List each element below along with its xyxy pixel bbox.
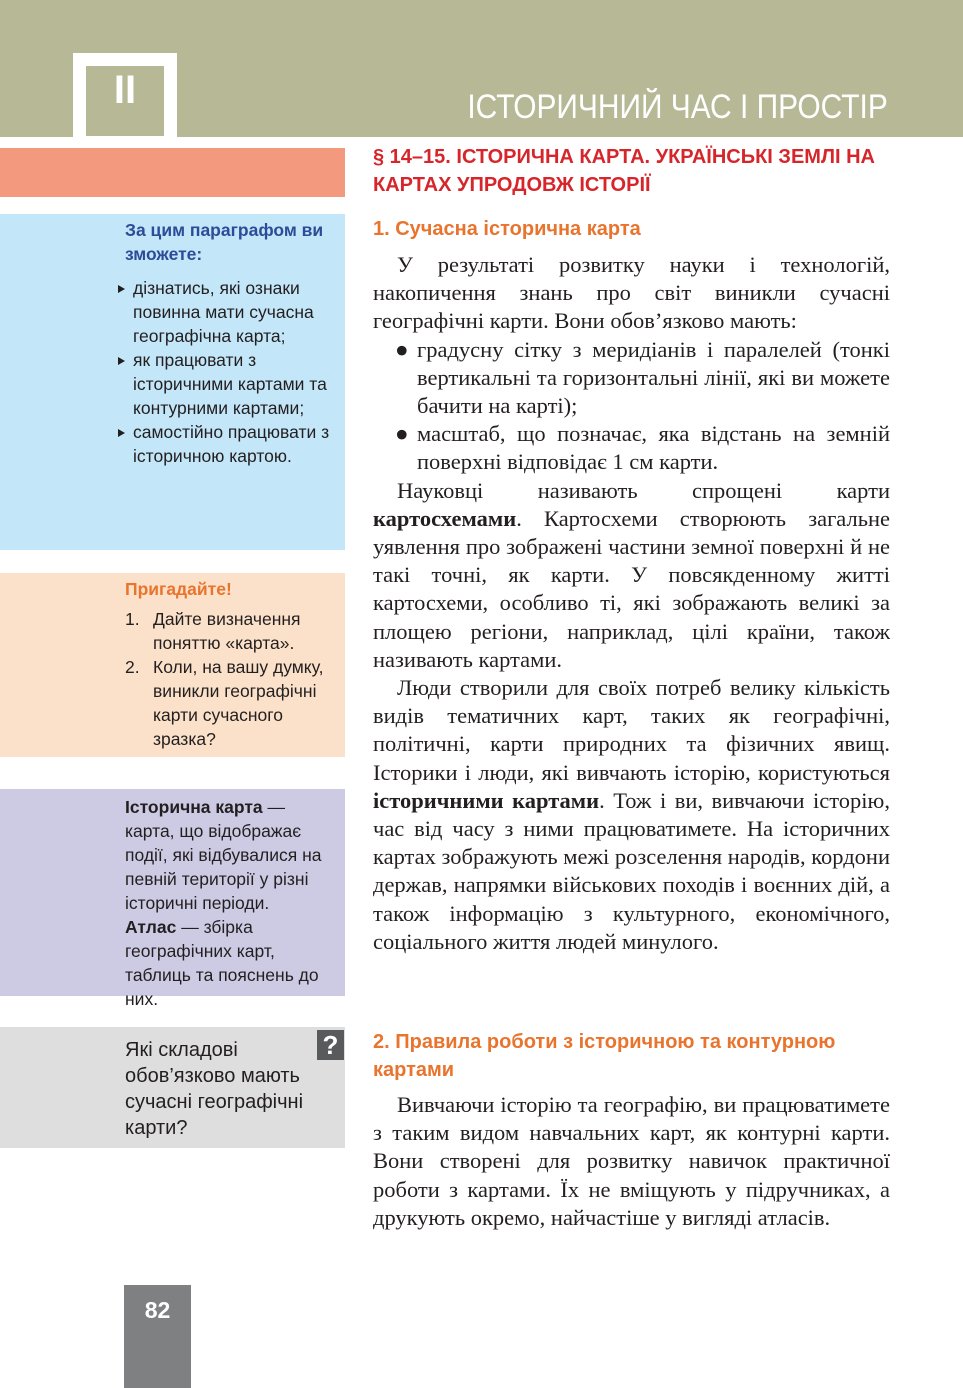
triangle-bullet-icon bbox=[118, 285, 125, 293]
recall-item-number: 2. bbox=[125, 657, 140, 677]
glossary-definition: — збірка географічних карт, таблиць та пояснень до них. bbox=[125, 917, 319, 1009]
paragraph-text: . Картосхеми створюють загальне уявлення про зображені частини земної поверхні й не такі точні, як карти. У повсякденному житті картосхеми, особливо ті, які зображають великі за площею регіони, наприклад, цілі країни, також називають картами. bbox=[373, 505, 890, 672]
paragraph-title: § 14–15. ІСТОРИЧНА КАРТА. УКРАЇНСЬКІ ЗЕМЛІ НА КАРТАХ УПРОДОВЖ ІСТОРІЇ bbox=[373, 146, 875, 196]
goals-heading: За цим параграфом ви зможете: bbox=[125, 220, 324, 264]
recall-item-text: Коли, на вашу думку, виникли географічні карти сучасного зразка? bbox=[153, 657, 324, 749]
bullet-dot-icon: ● bbox=[395, 336, 409, 362]
map-features-list bbox=[373, 336, 890, 477]
paragraph-text: . Тож і ви, вивчаючи історію, час від часу з ними працюватимете. На історичних картах зображують межі розселення народів, кордони держав, напрямки військових походів і воєнних дій, а також інформацію з культурного, економічного, соціального життя людей минулого. bbox=[373, 787, 890, 954]
goal-item-text: самостійно працювати з історичною картою. bbox=[133, 422, 330, 466]
key-term: картосхемами bbox=[373, 505, 517, 531]
goals-list bbox=[125, 276, 337, 468]
glossary-definition: — карта, що відображає події, які відбувалися на певній території у різні історичні періоди. bbox=[125, 797, 322, 913]
paragraph-marker-strip bbox=[0, 148, 345, 197]
goal-item bbox=[111, 420, 337, 468]
goal-item-text: дізнатись, які ознаки повинна мати сучасна географічна карта; bbox=[133, 278, 314, 346]
key-term: історичними картами bbox=[373, 787, 600, 813]
question-box bbox=[0, 1027, 345, 1148]
goals-box bbox=[0, 214, 345, 550]
map-feature-item bbox=[373, 420, 890, 476]
section-numeral: II bbox=[86, 66, 164, 136]
recall-item bbox=[125, 655, 337, 751]
recall-list bbox=[125, 607, 337, 751]
section-1-heading: 1. Сучасна історична карта bbox=[373, 218, 641, 240]
recall-item bbox=[125, 607, 337, 655]
section-2-paragraph: Вивчаючи історію та географію, ви працюватимете з таким видом навчальних карт, як контурні карти. Вони створені для розвитку навичок практичної роботи з картами. Їх не вміщують у підручниках, а друкують окремо, найчастіше у вигляді атласів. bbox=[373, 1092, 890, 1230]
goal-item bbox=[111, 276, 337, 348]
section-1-paragraph bbox=[373, 477, 890, 674]
glossary-term: Історична карта bbox=[125, 797, 263, 817]
paragraph-text: Люди створили для своїх потреб велику кількість видів тематичних карт, таких як географічні, політичні, карти природних та фізичних явищ. Історики і люди, які вивчають історію, користуються bbox=[373, 675, 890, 785]
section-1-paragraph: У результаті розвитку науки і технологій, накопичення знань про світ виникли сучасні географічні карти. Вони обов’язково мають: bbox=[373, 252, 890, 334]
question-mark-icon: ? bbox=[317, 1030, 344, 1060]
glossary-term: Атлас bbox=[125, 917, 177, 937]
recall-box bbox=[0, 573, 345, 757]
glossary-entry-atlas bbox=[125, 915, 337, 1011]
section-2-body bbox=[373, 1091, 890, 1232]
map-feature-text: градусну сітку з меридіанів і паралелей (тонкі вертикальні та горизонтальні лінії, які ви можете бачити на карті); bbox=[417, 336, 890, 419]
map-feature-text: масштаб, що позначає, яка відстань на земній поверхні відповідає 1 см карти. bbox=[417, 421, 890, 475]
section-1-body bbox=[373, 251, 890, 956]
glossary-entry-historical-map bbox=[125, 795, 337, 915]
recall-item-number: 1. bbox=[125, 609, 140, 629]
question-text: Які складові обов’язково мають сучасні географічні карти? bbox=[125, 1039, 304, 1139]
map-feature-item bbox=[373, 336, 890, 421]
triangle-bullet-icon bbox=[118, 357, 125, 365]
goal-item bbox=[111, 348, 337, 420]
section-1-paragraph bbox=[373, 674, 890, 956]
triangle-bullet-icon bbox=[118, 429, 125, 437]
section-2-heading: 2. Правила роботи з історичною та контурною картами bbox=[373, 1031, 836, 1081]
page-number: 82 bbox=[124, 1285, 191, 1388]
recall-item-text: Дайте визначення поняттю «карта». bbox=[153, 609, 301, 653]
recall-heading: Пригадайте! bbox=[125, 579, 232, 599]
bullet-dot-icon: ● bbox=[395, 421, 409, 447]
paragraph-text: Науковці називають спрощені карти bbox=[397, 477, 890, 503]
goal-item-text: як працювати з історичними картами та контурними картами; bbox=[133, 350, 327, 418]
glossary-box bbox=[0, 789, 345, 1009]
chapter-title: ІСТОРИЧНИЙ ЧАС І ПРОСТІР bbox=[467, 88, 888, 126]
